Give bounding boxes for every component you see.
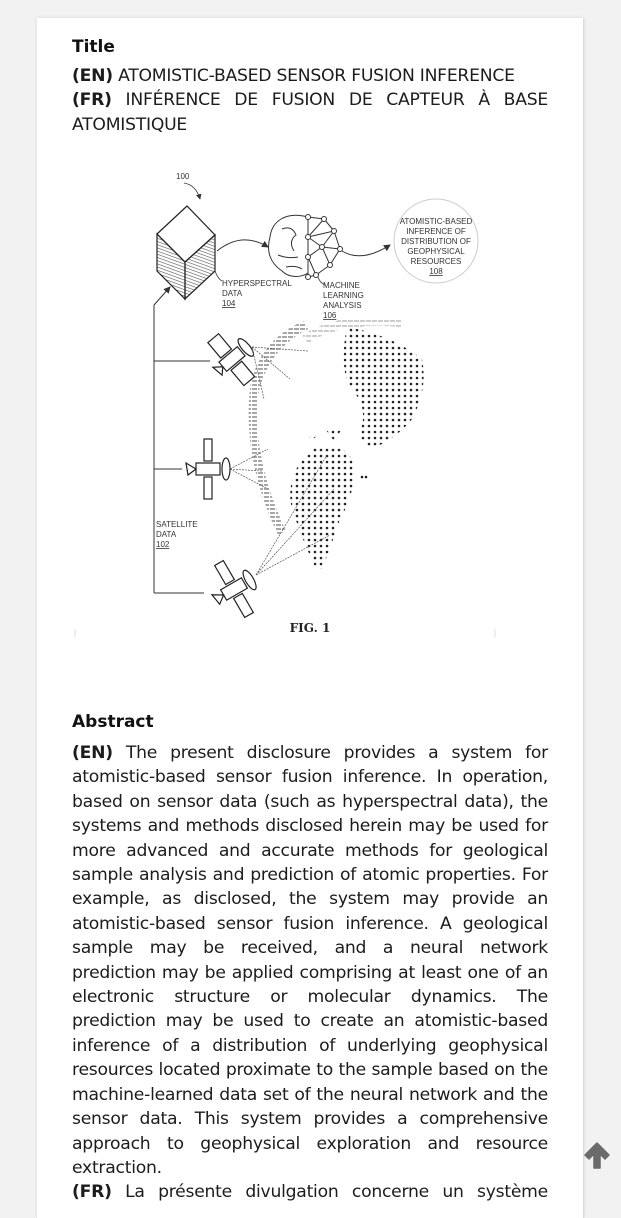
abstract-section: [72, 711, 548, 1205]
result-label-5: RESOURCES: [410, 257, 462, 267]
satellite-ref: 102: [156, 540, 170, 550]
title-fr-text: INFÉRENCE DE FUSION DE CAPTEUR À BASE ATOMISTIQUE: [72, 90, 548, 135]
lang-tag-en: (EN): [72, 66, 113, 86]
hyperspectral-cube-icon: [157, 206, 215, 299]
result-label-4: GEOPHYSICAL: [407, 247, 465, 257]
satellite-icon-bottom: [200, 552, 268, 626]
ref-arrow: [184, 183, 200, 199]
title-fr: [72, 88, 548, 137]
abstract-heading: Abstract: [72, 712, 154, 732]
ml-label: MACHINE: [323, 281, 360, 291]
hyperspectral-label-2: DATA: [222, 289, 243, 299]
figure-caption: FIG. 1: [289, 621, 331, 636]
figure-drawing: [72, 159, 548, 689]
scroll-to-top-button[interactable]: [580, 1138, 614, 1172]
result-label-3: DISTRIBUTION OF: [401, 237, 471, 247]
abstract-en-text: The present disclosure provides a system for atomistic-based sensor fusion inference. In operation, based on sensor data (such as hyperspectral data), the systems and methods disclosed herein may be used for more advanced and accurate methods for geological sample analysis and prediction of atomic properties. For example, as disclosed, the system may provide an atomistic-based sensor fusion inference. A geological sample may be received, and a neural network prediction may be applied comprising at least one of an electronic structure or molecular dynamics. The prediction may be used to create an atomistic-based inference of a distribution of underlying geophysical resources located proximate to the sample based on the machine-learned data set of the neural network and the sensor data. This system provides a comprehensive approach to geophysical exploration and resource extraction.: [72, 743, 549, 1178]
arrow-to-result: [342, 245, 390, 256]
title-en: [72, 64, 548, 88]
hyperspectral-ref: 104: [222, 299, 236, 309]
title-heading: Title: [72, 37, 115, 57]
result-ref: 108: [429, 267, 443, 277]
result-label-1: ATOMISTIC-BASED: [399, 217, 473, 227]
title-en-text: ATOMISTIC-BASED SENSOR FUSION INFERENCE: [118, 66, 515, 86]
figure-ref-number: 100: [176, 172, 190, 182]
satellite-icon-middle: [186, 439, 230, 499]
arrow-up-icon: [582, 1140, 612, 1170]
ml-label-3: ANALYSIS: [323, 301, 362, 311]
document-card: [37, 18, 584, 1218]
globe-illustration: [249, 317, 424, 569]
ml-ref: 106: [323, 311, 337, 321]
ml-label-2: LEARNING: [323, 291, 364, 301]
lang-tag-fr: (FR): [72, 90, 112, 111]
abstract-en: [72, 741, 548, 1180]
arrow-to-ml: [217, 240, 268, 251]
document-content: [72, 36, 549, 1203]
hyperspectral-label: HYPERSPECTRAL: [222, 279, 292, 289]
satellite-label-2: DATA: [156, 530, 177, 540]
abstract-fr: [72, 1180, 548, 1204]
abstract-fr-text: La présente divulgation concerne un système: [125, 1182, 548, 1203]
brain-network-icon: [269, 215, 343, 280]
patent-figure[interactable]: [72, 159, 548, 689]
lang-tag-en: (EN): [72, 743, 113, 763]
lang-tag-fr: (FR): [72, 1182, 112, 1203]
satellite-label: SATELLITE: [156, 520, 198, 530]
title-section: [72, 36, 548, 137]
result-label-2: INFERENCE OF: [406, 227, 466, 237]
